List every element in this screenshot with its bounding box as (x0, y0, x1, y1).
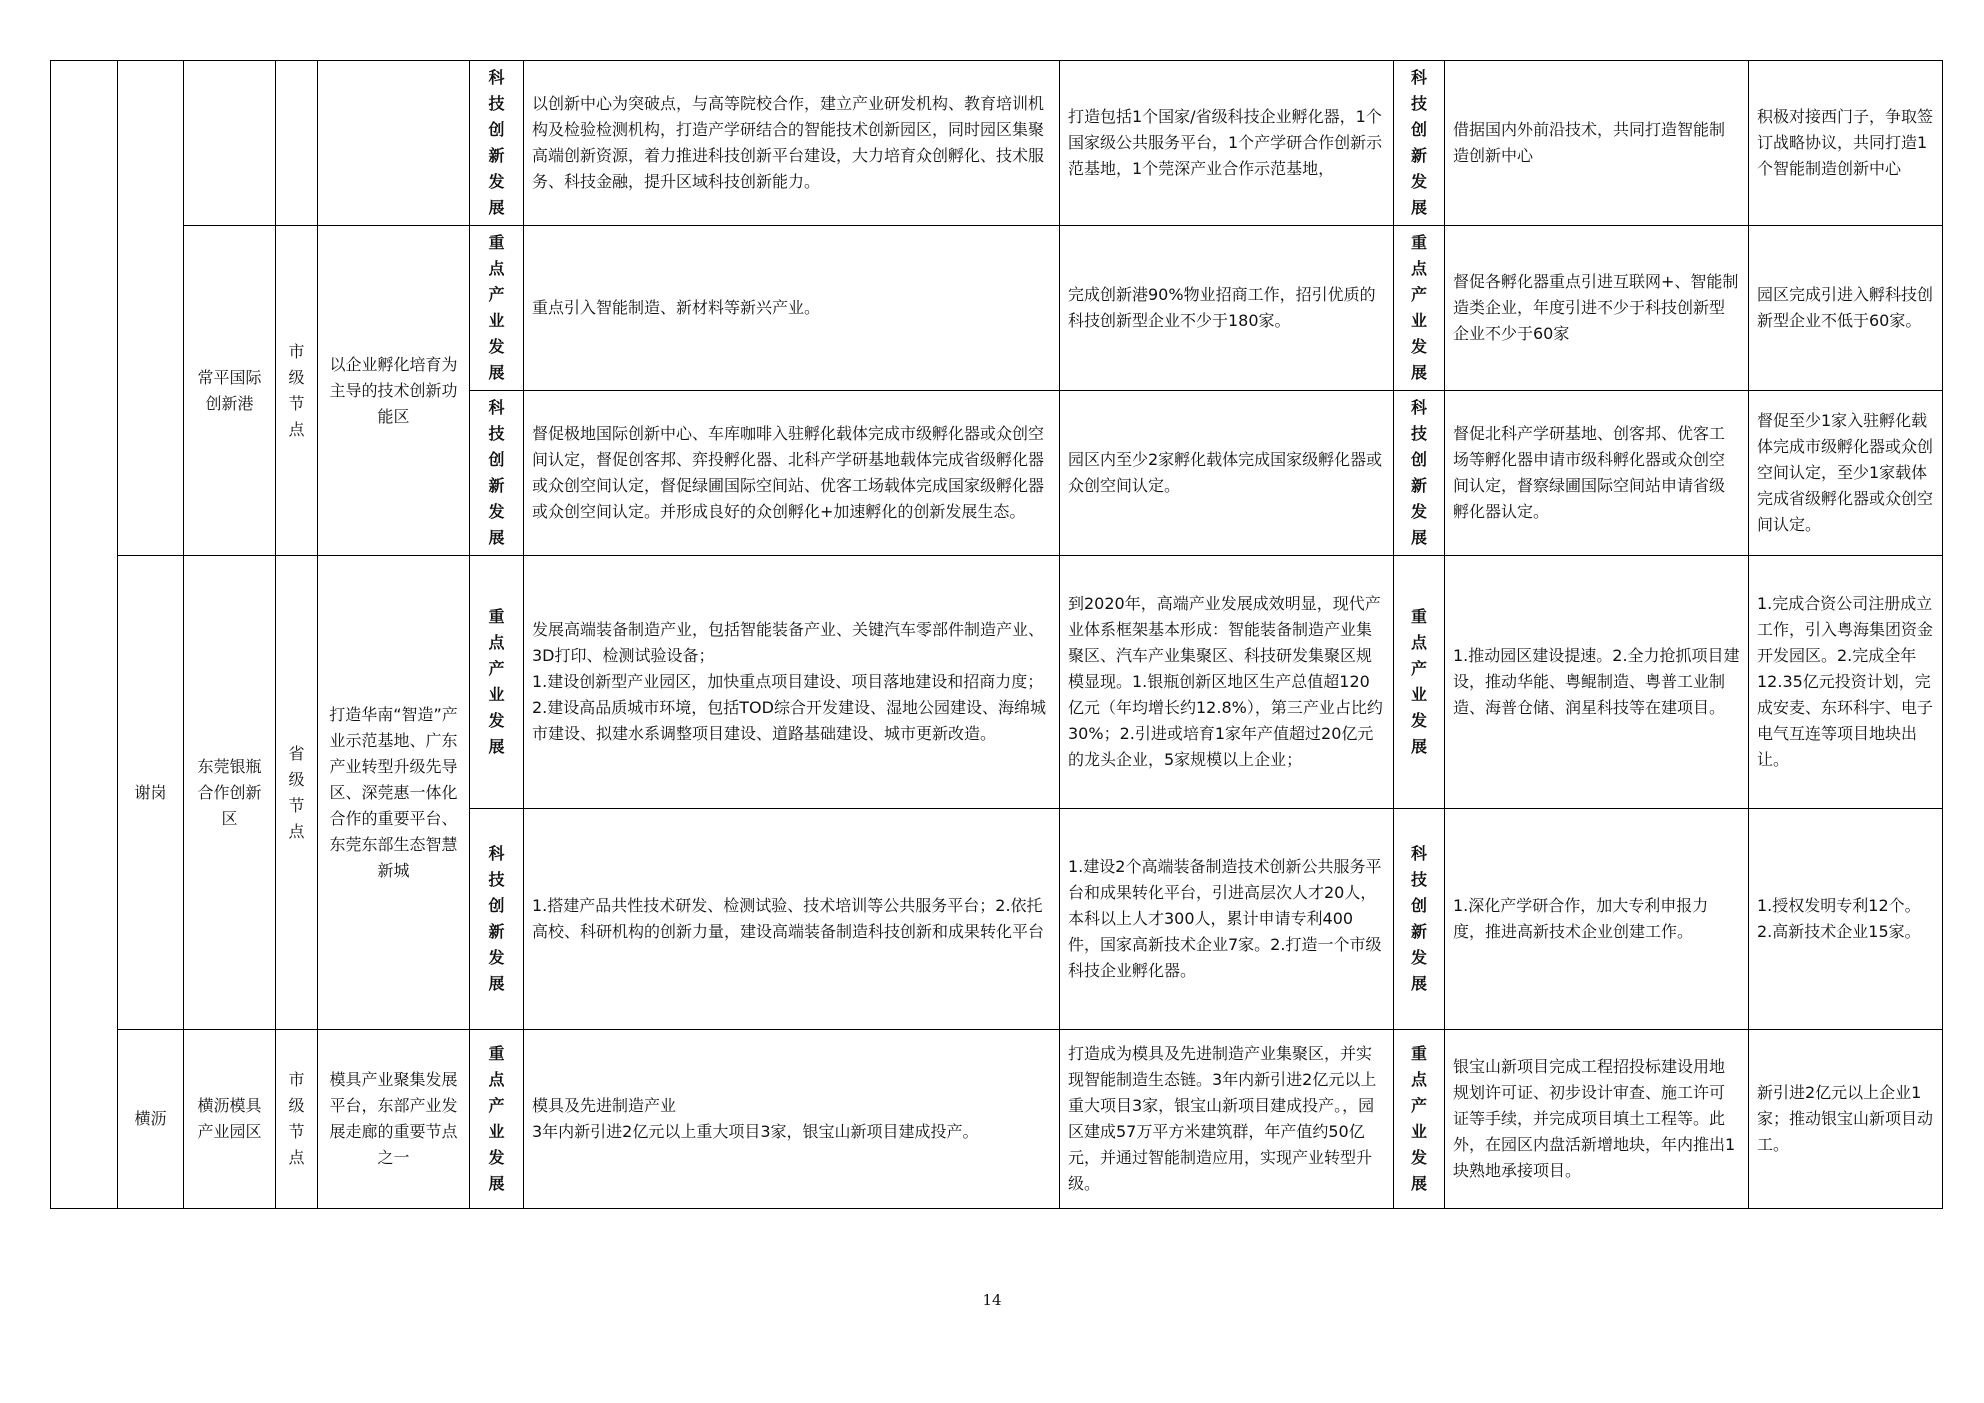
category-cell: 重点产业发展 (1394, 226, 1445, 391)
target-cell: 园区内至少2家孵化载体完成国家级孵化器或众创空间认定。 (1060, 391, 1394, 556)
table-row (51, 226, 1943, 391)
blank-town-cell (118, 61, 184, 556)
target-cell: 1.建设2个高端装备制造技术创新公共服务平台和成果转化平台，引进高层次人才20人，本科以上人才300人，累计申请专利400件，国家高新技术企业7家。2.打造一个市级科技企业孵化器。 (1060, 809, 1394, 1030)
category-cell: 重点产业发展 (470, 1030, 524, 1209)
category-cell: 科技创新发展 (470, 61, 524, 226)
annual-target-cell: 新引进2亿元以上企业1家；推动银宝山新项目动工。 (1749, 1030, 1943, 1209)
node-level-cell: 省级节点 (276, 556, 318, 1030)
target-cell: 打造成为模具及先进制造产业集聚区，并实现智能制造生态链。3年内新引进2亿元以上重大项目3家，银宝山新项目建成投产。，园区建成57万平方米建筑群，年产值约50亿元，并通过智能制造应用，实现产业转型升级。 (1060, 1030, 1394, 1209)
construction-content-cell: 1.搭建产品共性技术研发、检测试验、技术培训等公共服务平台；2.依托高校、科研机构的创新力量，建设高端装备制造科技创新和成果转化平台 (524, 809, 1060, 1030)
park-name-cell: 常平国际创新港 (184, 226, 276, 556)
node-level-cell: 市级节点 (276, 1030, 318, 1209)
annual-target-cell: 1.完成合资公司注册成立工作，引入粤海集团资金开发园区。2.完成全年12.35亿元投资计划，完成安麦、东环科宇、电子电气互连等项目地块出让。 (1749, 556, 1943, 809)
table-row (51, 556, 1943, 809)
table-row (51, 61, 1943, 226)
annual-task-cell: 督促各孵化器重点引进互联网+、智能制造类企业，年度引进不少于科技创新型企业不少于60家 (1445, 226, 1749, 391)
category-cell: 重点产业发展 (470, 556, 524, 809)
positioning-cell: 以企业孵化培育为主导的技术创新功能区 (318, 226, 470, 556)
plan-table (50, 60, 1943, 1209)
category-cell: 科技创新发展 (1394, 391, 1445, 556)
positioning-cell: 模具产业聚集发展平台，东部产业发展走廊的重要节点之一 (318, 1030, 470, 1209)
category-cell: 重点产业发展 (470, 226, 524, 391)
annual-target-cell: 督促至少1家入驻孵化载体完成市级孵化器或众创空间认定，至少1家载体完成省级孵化器或众创空间认定。 (1749, 391, 1943, 556)
category-cell: 重点产业发展 (1394, 556, 1445, 809)
annual-task-cell: 借据国内外前沿技术，共同打造智能制造创新中心 (1445, 61, 1749, 226)
construction-content-cell: 模具及先进制造产业 3年内新引进2亿元以上重大项目3家，银宝山新项目建成投产。 (524, 1030, 1060, 1209)
category-cell: 科技创新发展 (470, 391, 524, 556)
category-cell: 科技创新发展 (1394, 809, 1445, 1030)
table-row (51, 1030, 1943, 1209)
page-number: 14 (982, 1291, 1002, 1309)
blank-region-cell (51, 61, 118, 1209)
target-cell: 完成创新港90%物业招商工作，招引优质的科技创新型企业不少于180家。 (1060, 226, 1394, 391)
annual-task-cell: 督促北科产学研基地、创客邦、优客工场等孵化器申请市级科孵化器或众创空间认定，督察绿圃国际空间站申请省级孵化器认定。 (1445, 391, 1749, 556)
annual-task-cell: 1.推动园区建设提速。2.全力抢抓项目建设，推动华能、粤鲲制造、粤普工业制造、海普仓储、润星科技等在建项目。 (1445, 556, 1749, 809)
annual-task-cell: 1.深化产学研合作，加大专利申报力度，推进高新技术企业创建工作。 (1445, 809, 1749, 1030)
annual-task-cell: 银宝山新项目完成工程招投标建设用地规划许可证、初步设计审查、施工许可证等手续，并完成项目填土工程等。此外，在园区内盘活新增地块，年内推出1块熟地承接项目。 (1445, 1030, 1749, 1209)
town-name-cell: 横沥 (118, 1030, 184, 1209)
construction-content-cell: 督促极地国际创新中心、车库咖啡入驻孵化载体完成市级孵化器或众创空间认定，督促创客邦、弈投孵化器、北科产学研基地载体完成省级孵化器或众创空间认定，督促绿圃国际空间站、优客工场载体完成国家级孵化器或众创空间认定。并形成良好的众创孵化+加速孵化的创新发展生态。 (524, 391, 1060, 556)
annual-target-cell: 园区完成引进入孵科技创新型企业不低于60家。 (1749, 226, 1943, 391)
park-name-cell: 横沥模具产业园区 (184, 1030, 276, 1209)
construction-content-cell: 以创新中心为突破点，与高等院校合作，建立产业研发机构、教育培训机构及检验检测机构，打造产学研结合的智能技术创新园区，同时园区集聚高端创新资源，着力推进科技创新平台建设，大力培育众创孵化、技术服务、科技金融，提升区域科技创新能力。 (524, 61, 1060, 226)
target-cell: 打造包括1个国家/省级科技企业孵化器，1个国家级公共服务平台，1个产学研合作创新示范基地，1个莞深产业合作示范基地， (1060, 61, 1394, 226)
positioning-cell: 打造华南“智造”产业示范基地、广东产业转型升级先导区、深莞惠一体化合作的重要平台、东莞东部生态智慧新城 (318, 556, 470, 1030)
node-level-cell (276, 61, 318, 226)
target-cell: 到2020年，高端产业发展成效明显，现代产业体系框架基本形成：智能装备制造产业集聚区、汽车产业集聚区、科技研发集聚区规模显现。1.银瓶创新区地区生产总值超120亿元（年均增长约12.8%），第三产业占比约30%；2.引进或培育1家年产值超过20亿元的龙头企业，5家规模以上企业； (1060, 556, 1394, 809)
category-cell: 重点产业发展 (1394, 1030, 1445, 1209)
annual-target-cell: 积极对接西门子，争取签订战略协议，共同打造1个智能制造创新中心 (1749, 61, 1943, 226)
category-cell: 科技创新发展 (470, 809, 524, 1030)
positioning-cell (318, 61, 470, 226)
category-cell: 科技创新发展 (1394, 61, 1445, 226)
construction-content-cell: 重点引入智能制造、新材料等新兴产业。 (524, 226, 1060, 391)
town-name-cell: 谢岗 (118, 556, 184, 1030)
construction-content-cell: 发展高端装备制造产业，包括智能装备产业、关键汽车零部件制造产业、3D打印、检测试验设备； 1.建设创新型产业园区，加快重点项目建设、项目落地建设和招商力度；2.建设高品质城市环境，包括TOD综合开发建设、湿地公园建设、海绵城市建设、拟建水系调整项目建设、道路基础建设、城市更新改造。 (524, 556, 1060, 809)
node-level-cell: 市级节点 (276, 226, 318, 556)
annual-target-cell: 1.授权发明专利12个。2.高新技术企业15家。 (1749, 809, 1943, 1030)
park-name-cell: 东莞银瓶合作创新区 (184, 556, 276, 1030)
park-name-cell (184, 61, 276, 226)
